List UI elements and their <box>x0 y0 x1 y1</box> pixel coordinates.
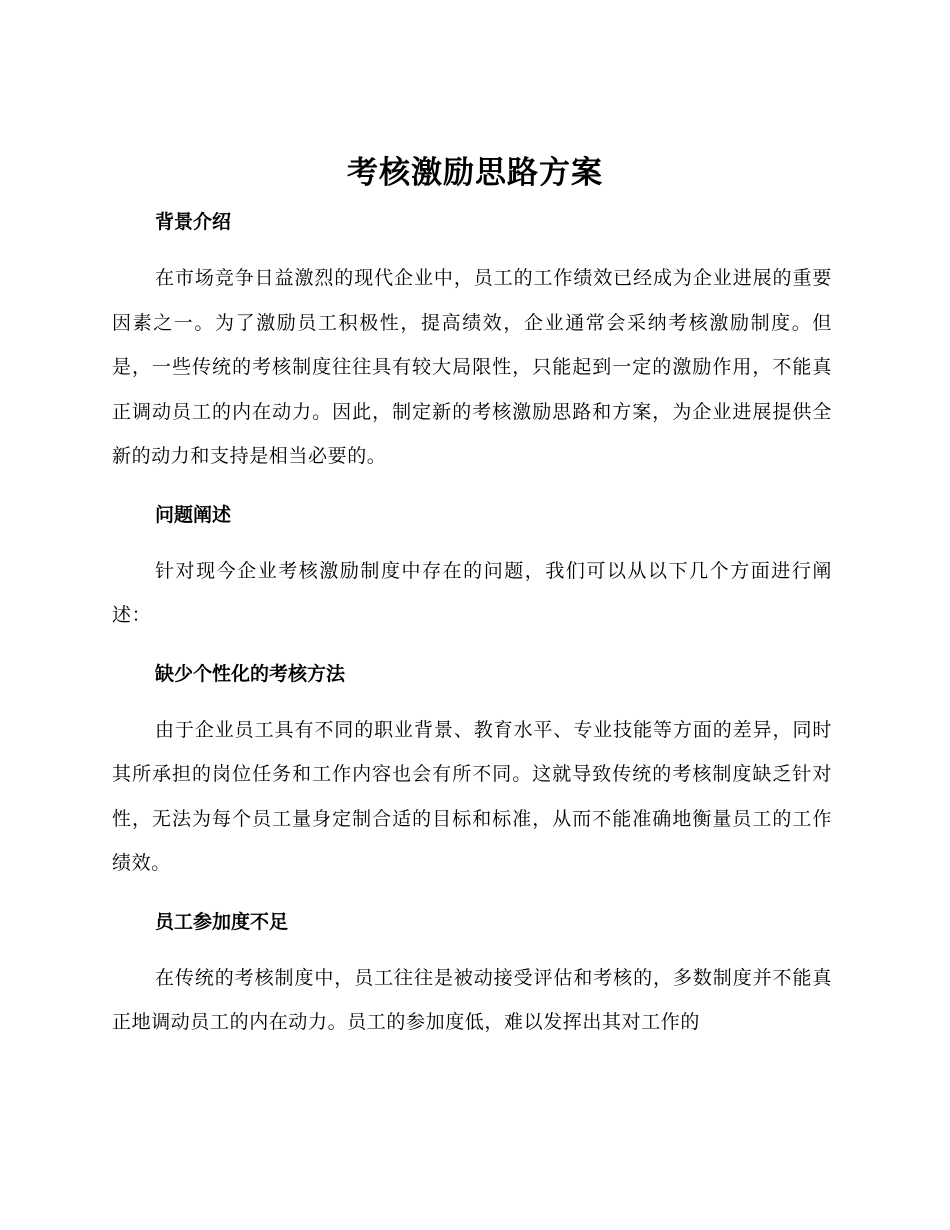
section-paragraph: 由于企业员工具有不同的职业背景、教育水平、专业技能等方面的差异，同时其所承担的岗位任务和工作内容也会有所不同。这就导致传统的考核制度缺乏针对性，无法为每个员工量身定制合适的目标和标准，从而不能准确地衡量员工的工作绩效。 <box>112 718 832 874</box>
section-lack-of-personalization <box>112 652 832 900</box>
section-heading: 缺少个性化的考核方法 <box>155 662 346 685</box>
section-paragraph: 在市场竞争日益激烈的现代企业中，员工的工作绩效已经成为企业进展的重要因素之一。为了激励员工积极性，提高绩效，企业通常会采纳考核激励制度。但是，一些传统的考核制度往往具有较大局限性，只能起到一定的激励作用，不能真正调动员工的内在动力。因此，制定新的考核激励思路和方案，为企业进展提供全新的动力和支持是相当必要的。 <box>112 267 832 467</box>
section-paragraph: 在传统的考核制度中，员工往往是被动接受评估和考核的，多数制度并不能真正地调动员工的内在动力。员工的参加度低，难以发挥出其对工作的 <box>112 966 832 1033</box>
section-low-participation <box>112 900 832 1045</box>
document-body <box>112 200 832 1045</box>
section-heading: 问题阐述 <box>155 503 232 526</box>
section-paragraph: 针对现今企业考核激励制度中存在的问题，我们可以从以下几个方面进行阐述： <box>112 559 832 626</box>
section-heading: 背景介绍 <box>155 211 232 233</box>
section-problem-statement <box>112 493 832 652</box>
section-heading: 员工参加度不足 <box>155 910 289 933</box>
document-title: 考核激励思路方案 <box>347 155 603 191</box>
section-background <box>112 200 832 493</box>
